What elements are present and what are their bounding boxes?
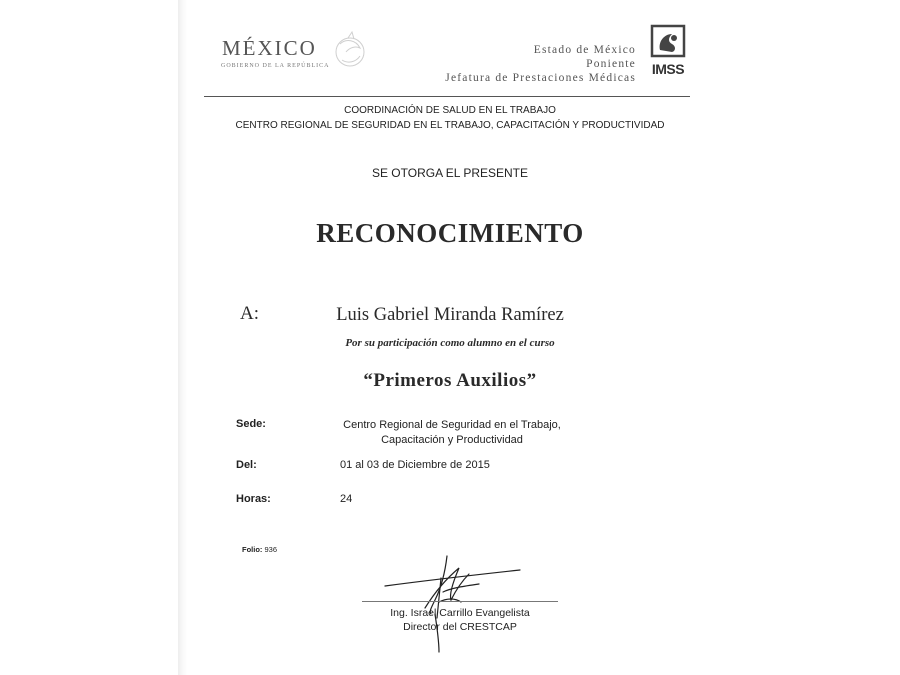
signature-line [362,601,558,602]
mexico-logo-word: MÉXICO [222,36,317,60]
header-divider [204,96,690,97]
participation-text: Por su participación como alumno en el curso [345,337,555,349]
sede-value [320,418,584,448]
header-state-line: Estado de México [533,44,636,56]
signatory-name: Ing. Israel Carrillo Evangelista [390,607,530,619]
del-value: 01 al 03 de Diciembre de 2015 [340,459,490,471]
imss-logo-icon [646,24,690,80]
mexico-logo-subtitle: GOBIERNO DE LA REPÚBLICA [221,63,330,69]
sede-value-line-2: Capacitación y Productividad [381,434,523,446]
handwritten-signature [355,548,555,658]
recipient-name: Luis Gabriel Miranda Ramírez [336,305,564,325]
signatory-title: Director del CRESTCAP [403,621,517,633]
sede-label: Sede: [236,418,266,430]
institution-line-2: CENTRO REGIONAL DE SEGURIDAD EN EL TRABAJO, CAPACITACIÓN Y PRODUCTIVIDAD [235,120,665,131]
course-name: “Primeros Auxilios” [363,370,537,391]
recipient-label: A: [240,303,259,324]
folio-value: 936 [264,545,278,554]
intro-text: SE OTORGA EL PRESENTE [371,166,529,180]
folio [242,545,277,554]
institution-line-1: COORDINACIÓN DE SALUD EN EL TRABAJO [344,105,556,116]
folio-label: Folio: [242,545,263,554]
header-right-text [445,43,636,85]
certificate-title: RECONOCIMIENTO [316,218,584,248]
mexico-eagle-emblem-icon [300,30,370,76]
header-region-line: Poniente [586,58,636,70]
horas-label: Horas: [236,493,271,505]
sede-value-line-1: Centro Regional de Seguridad en el Trabajo, [343,419,561,431]
del-label: Del: [236,459,257,471]
imss-logo-text: IMSS [651,61,685,77]
header-department-line: Jefatura de Prestaciones Médicas [445,72,636,84]
scan-shadow-edge [178,0,187,675]
horas-value: 24 [340,493,353,505]
